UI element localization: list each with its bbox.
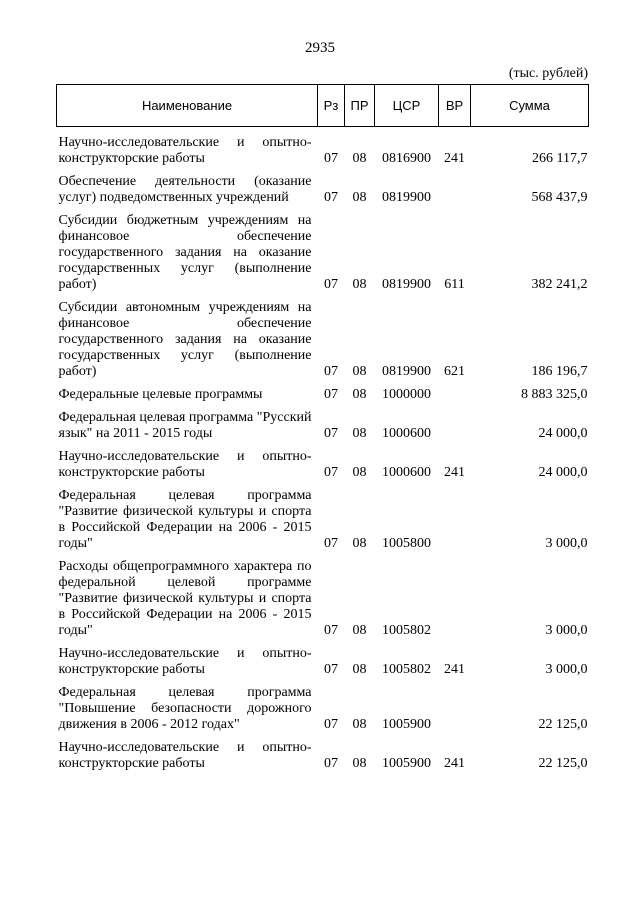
row-rz: 07: [324, 387, 338, 402]
row-csr: 1005900: [382, 717, 431, 732]
row-vr: [439, 167, 471, 206]
row-name: Субсидии автономным учреждениям на финансовое обеспечение государственного задания на оказание государственных услуг (выполнение работ): [58, 300, 312, 379]
header-sum: Сумма: [471, 85, 589, 127]
row-vr: 621: [444, 364, 465, 379]
row-name: Научно-исследовательские и опытно-конструкторские работы: [58, 646, 312, 677]
row-vr: [439, 678, 471, 733]
header-csr: ЦСР: [375, 85, 439, 127]
row-pr: 08: [352, 387, 367, 402]
header-name: Наименование: [57, 85, 318, 127]
table-row: [57, 167, 589, 206]
units-label: (тыс. рублей): [508, 66, 588, 81]
row-csr: 1005802: [382, 623, 431, 638]
row-pr: 08: [352, 426, 367, 441]
row-sum: 24 000,0: [538, 465, 588, 480]
row-sum: 382 241,2: [531, 277, 588, 292]
row-pr: 08: [352, 756, 367, 771]
row-vr: [439, 552, 471, 639]
table-row: [57, 127, 589, 168]
budget-table: [56, 84, 589, 772]
row-vr: 241: [444, 662, 465, 677]
row-name: Федеральная целевая программа "Развитие физической культуры и спорта в Российской Федерации на 2006 - 2015 годы": [58, 488, 312, 551]
row-csr: 1005802: [382, 662, 431, 677]
row-rz: 07: [324, 717, 338, 732]
row-sum: 22 125,0: [538, 717, 588, 732]
row-vr: [439, 481, 471, 552]
header-rz: Рз: [318, 85, 345, 127]
row-name: Субсидии бюджетным учреждениям на финансовое обеспечение государственного задания на оказание государственных услуг (выполнение работ): [58, 213, 312, 292]
row-rz: 07: [324, 662, 338, 677]
table-header: [57, 85, 589, 127]
row-pr: 08: [352, 151, 367, 166]
row-vr: 241: [444, 151, 465, 166]
row-pr: 08: [352, 662, 367, 677]
row-pr: 08: [352, 364, 367, 379]
row-csr: 0819900: [382, 190, 431, 205]
table-row: [57, 733, 589, 772]
row-name: Федеральная целевая программа "Русский язык" на 2011 - 2015 годы: [58, 410, 312, 441]
row-sum: 186 196,7: [531, 364, 588, 379]
row-sum: 3 000,0: [545, 662, 588, 677]
row-csr: 1000600: [382, 426, 431, 441]
row-name: Научно-исследовательские и опытно-конструкторские работы: [58, 135, 312, 166]
row-vr: 611: [444, 277, 465, 292]
row-sum: 568 437,9: [531, 190, 588, 205]
row-sum: 3 000,0: [545, 623, 588, 638]
row-rz: 07: [324, 190, 338, 205]
table-row: [57, 639, 589, 678]
row-csr: 1005800: [382, 536, 431, 551]
row-csr: 1000000: [382, 387, 431, 402]
row-csr: 0819900: [382, 277, 431, 292]
row-sum: 266 117,7: [532, 151, 588, 166]
row-vr: [439, 403, 471, 442]
row-vr: 241: [444, 465, 465, 480]
row-rz: 07: [324, 277, 338, 292]
row-csr: 0816900: [382, 151, 431, 166]
row-rz: 07: [324, 364, 338, 379]
row-csr: 0819900: [382, 364, 431, 379]
table-row: [57, 206, 589, 293]
row-rz: 07: [324, 151, 338, 166]
table-row: [57, 380, 589, 403]
header-pr: ПР: [345, 85, 375, 127]
row-name: Федеральная целевая программа "Повышение безопасности дорожного движения в 2006 - 2012 годах": [58, 685, 312, 732]
row-rz: 07: [324, 623, 338, 638]
row-rz: 07: [324, 756, 338, 771]
row-pr: 08: [352, 717, 367, 732]
row-sum: 22 125,0: [538, 756, 588, 771]
row-rz: 07: [324, 426, 338, 441]
row-csr: 1005900: [382, 756, 431, 771]
row-rz: 07: [324, 465, 338, 480]
row-name: Обеспечение деятельности (оказание услуг) подведомственных учреждений: [58, 174, 312, 205]
row-pr: 08: [352, 190, 367, 205]
table-row: [57, 442, 589, 481]
row-pr: 08: [352, 277, 367, 292]
row-sum: 3 000,0: [545, 536, 588, 551]
row-name: Расходы общепрограммного характера по федеральной целевой программе "Развитие физической культуры и спорта в Российской Федерации на 2006 - 2015 годы": [58, 559, 312, 638]
table-row: [57, 293, 589, 380]
table-row: [57, 678, 589, 733]
row-name: Федеральные целевые программы: [58, 387, 263, 402]
row-rz: 07: [324, 536, 338, 551]
table-row: [57, 481, 589, 552]
row-pr: 08: [352, 465, 367, 480]
header-vr: ВР: [439, 85, 471, 127]
row-name: Научно-исследовательские и опытно-конструкторские работы: [58, 449, 312, 480]
row-vr: [439, 380, 471, 403]
row-pr: 08: [352, 536, 367, 551]
table-body: [57, 127, 589, 773]
row-vr: 241: [444, 756, 465, 771]
row-pr: 08: [352, 623, 367, 638]
table-row: [57, 552, 589, 639]
row-sum: 8 883 325,0: [521, 387, 588, 402]
row-sum: 24 000,0: [538, 426, 588, 441]
table-row: [57, 403, 589, 442]
page-number: 2935: [305, 40, 335, 56]
row-name: Научно-исследовательские и опытно-конструкторские работы: [58, 740, 312, 771]
row-csr: 1000600: [382, 465, 431, 480]
